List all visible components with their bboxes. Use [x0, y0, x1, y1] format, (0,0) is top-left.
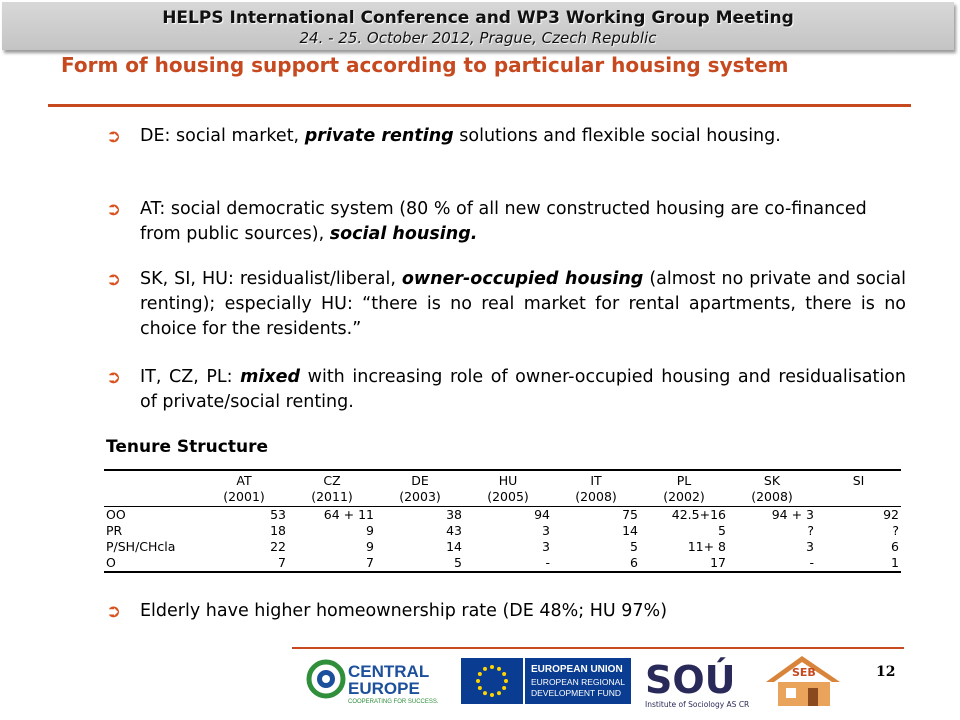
bullet-de: ➲ DE: social market, private renting solutions and flexible social housing. [106, 126, 781, 147]
institute-of-sociology-logo [643, 653, 753, 711]
eu-star-icon [502, 686, 506, 690]
corner-cell [104, 470, 200, 507]
table-cell: 7 [200, 555, 288, 572]
column-header: CZ (2011) [288, 470, 376, 507]
table-cell: 42.5+16 [671, 507, 726, 522]
table-cell: 9 [366, 539, 374, 554]
tenure-structure-heading: Tenure Structure [106, 437, 268, 457]
table-cell: 11+ 8 [687, 539, 726, 554]
bullet-at: ➲ AT: social democratic system (80 % of all new constructed housing are co-financed from public sources), social housing. [106, 199, 867, 244]
bullet-sk-si-hu: ➲ SK, SI, HU: residualist/liberal, owner-occupied housing (almost no private and social renting); especially HU: “there is no real market for rental apartments, there is no choice for the residents.” [106, 269, 906, 339]
table-cell: 75 [622, 507, 638, 522]
table-row [104, 507, 901, 524]
arrow-bullet-icon: ➲ [106, 367, 122, 388]
column-header: SI [816, 470, 901, 507]
svg-text:EUROPE: EUROPE [348, 679, 420, 698]
row-label: OO [106, 507, 126, 522]
header-bar [2, 2, 954, 50]
row-label: P/SH/CHcla [106, 539, 176, 554]
seb-house-logo [762, 652, 844, 708]
footer-divider [292, 647, 904, 649]
page-number: 12 [876, 664, 896, 680]
eu-star-icon [478, 672, 482, 676]
table-cell: 5 [376, 555, 464, 572]
column-header: SK (2008) [728, 470, 816, 507]
row-label: O [104, 555, 200, 572]
table-cell: 14 [446, 539, 462, 554]
table-cell: 3 [542, 539, 550, 554]
title-divider [48, 104, 911, 107]
svg-text:DEVELOPMENT FUND: DEVELOPMENT FUND [531, 688, 622, 698]
table-cell: 6 [891, 539, 899, 554]
table-cell: 38 [446, 507, 462, 522]
eu-star-icon [483, 667, 487, 671]
table-cell: 18 [270, 523, 286, 538]
svg-text:SEB: SEB [792, 666, 816, 679]
eu-star-icon [483, 691, 487, 695]
svg-text:EUROPEAN UNION: EUROPEAN UNION [531, 664, 623, 675]
eu-regional-development-fund-logo [461, 658, 631, 704]
arrow-bullet-icon: ➲ [106, 199, 122, 220]
svg-text:SOÚ: SOÚ [645, 658, 736, 702]
arrow-bullet-icon: ➲ [106, 126, 122, 147]
table-cell: 64 + 11 [323, 507, 374, 522]
table-cell: 1 [816, 555, 901, 572]
central-europe-logo [306, 657, 450, 707]
row-label: PR [106, 523, 123, 538]
column-header: IT (2008) [552, 470, 640, 507]
svg-text:EUROPEAN REGIONAL: EUROPEAN REGIONAL [531, 677, 625, 687]
table-row [104, 539, 901, 555]
bullet-elderly: ➲ Elderly have higher homeownership rate (DE 48%; HU 97%) [106, 601, 668, 622]
table-cell: 5 [630, 539, 638, 554]
slide-title: Form of housing support according to particular housing system [61, 53, 789, 77]
table-cell: 9 [366, 523, 374, 538]
table-cell: 43 [446, 523, 462, 538]
arrow-bullet-icon: ➲ [106, 601, 122, 622]
eu-star-icon [476, 679, 480, 683]
table-row [104, 555, 901, 572]
eu-star-icon [497, 667, 501, 671]
table-cell: 3 [806, 539, 814, 554]
column-header: PL (2002) [640, 470, 728, 507]
table-cell: 22 [270, 539, 286, 554]
tenure-structure-table [104, 469, 901, 573]
table-cell: 6 [552, 555, 640, 572]
table-cell: 3 [542, 523, 550, 538]
conference-date-location: 24. - 25. October 2012, Prague, Czech Republic [299, 29, 657, 47]
column-header: HU (2005) [464, 470, 552, 507]
arrow-bullet-icon: ➲ [106, 269, 122, 290]
table-cell: ? [807, 523, 814, 538]
eu-star-icon [490, 665, 494, 669]
column-header: DE (2003) [376, 470, 464, 507]
svg-text:Institute of Sociology AS CR: Institute of Sociology AS CR [645, 700, 750, 709]
table-cell: 92 [883, 507, 899, 522]
table-row [104, 523, 901, 539]
svg-text:COOPERATING FOR SUCCESS.: COOPERATING FOR SUCCESS. [348, 699, 439, 705]
column-header: AT (2001) [200, 470, 288, 507]
eu-star-icon [497, 691, 501, 695]
table-cell: - [464, 555, 552, 572]
table-cell: 5 [718, 523, 726, 538]
table-header-row [104, 470, 901, 507]
conference-title: HELPS International Conference and WP3 Working Group Meeting [162, 8, 794, 28]
eu-star-icon [478, 686, 482, 690]
bullet-it-cz-pl: ➲ IT, CZ, PL: mixed with increasing role of owner-occupied housing and residualisation of private/social renting. [106, 367, 906, 412]
eu-star-icon [502, 672, 506, 676]
table-cell: 53 [270, 507, 286, 522]
table-cell: 94 + 3 [771, 507, 814, 522]
svg-text:CENTRAL: CENTRAL [348, 662, 430, 681]
eu-star-icon [504, 679, 508, 683]
table-cell: ? [892, 523, 899, 538]
table-cell: 7 [288, 555, 376, 572]
eu-star-icon [490, 693, 494, 697]
table-cell: 94 [534, 507, 550, 522]
table-cell: 17 [640, 555, 728, 572]
table-cell: - [728, 555, 816, 572]
table-cell: 14 [622, 523, 638, 538]
